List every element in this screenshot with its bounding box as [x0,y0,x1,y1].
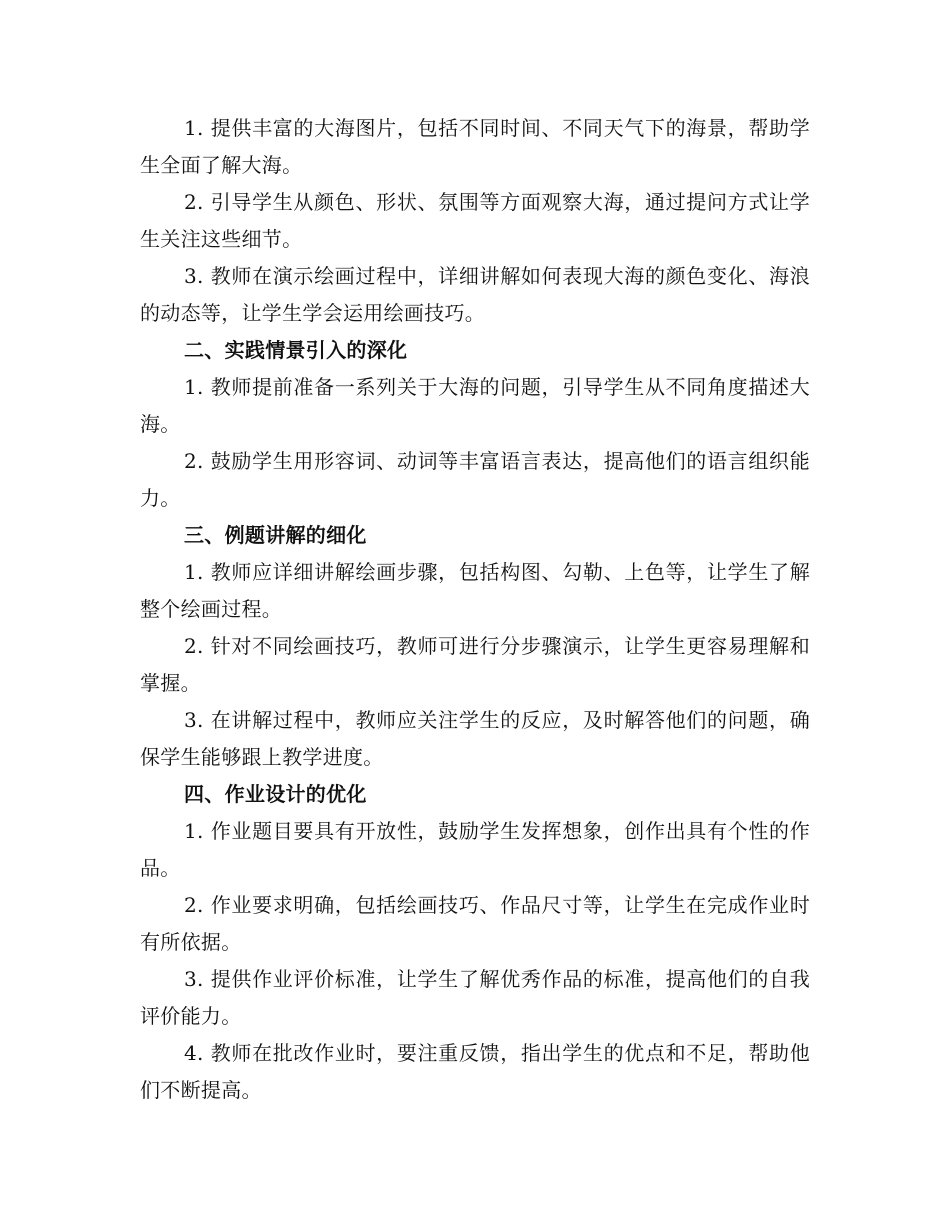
document-body [140,110,810,1109]
paragraph-painting-steps: 1. 教师应详细讲解绘画步骤，包括构图、勾勒、上色等，让学生了解整个绘画过程。 [140,560,810,621]
paragraph-student-feedback: 3. 在讲解过程中，教师应关注学生的反应，及时解答他们的问题，确保学生能够跟上教学进度。 [140,708,810,769]
section-heading-practice-scenario: 二、实践情景引入的深化 [184,338,408,362]
paragraph-rich-language: 2. 鼓励学生用形容词、动词等丰富语言表达，提高他们的语言组织能力。 [140,449,810,510]
section-heading-example-explanation: 三、例题讲解的细化 [184,523,367,547]
paragraph-open-homework: 1. 作业题目要具有开放性，鼓励学生发挥想象，创作出具有个性的作品。 [140,819,810,880]
paragraph-image-resources: 1. 提供丰富的大海图片，包括不同时间、不同天气下的海景，帮助学生全面了解大海。 [140,116,810,177]
paragraph-clear-requirements: 2. 作业要求明确，包括绘画技巧、作品尺寸等，让学生在完成作业时有所依据。 [140,893,810,954]
paragraph-grading-feedback: 4. 教师在批改作业时，要注重反馈，指出学生的优点和不足，帮助他们不断提高。 [140,1041,810,1102]
section-heading-homework-design: 四、作业设计的优化 [184,782,367,806]
paragraph-step-demo: 2. 针对不同绘画技巧，教师可进行分步骤演示，让学生更容易理解和掌握。 [140,634,810,695]
paragraph-demo-painting: 3. 教师在演示绘画过程中，详细讲解如何表现大海的颜色变化、海浪的动态等，让学生学会运用绘画技巧。 [140,264,810,325]
paragraph-evaluation-criteria: 3. 提供作业评价标准，让学生了解优秀作品的标准，提高他们的自我评价能力。 [140,967,810,1028]
paragraph-prepare-questions: 1. 教师提前准备一系列关于大海的问题，引导学生从不同角度描述大海。 [140,375,810,436]
paragraph-observe-sea: 2. 引导学生从颜色、形状、氛围等方面观察大海，通过提问方式让学生关注这些细节。 [140,190,810,251]
